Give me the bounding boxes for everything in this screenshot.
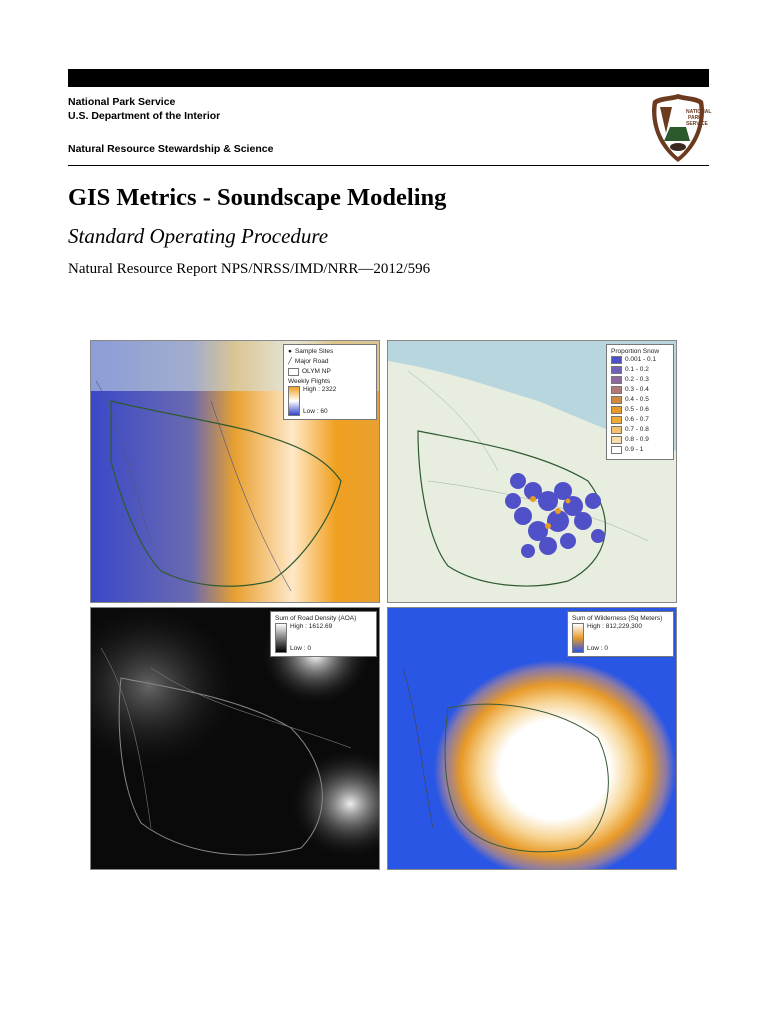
logo-text-3: SERVICE xyxy=(686,121,708,127)
legend-flights-low: Low : 60 xyxy=(303,408,328,415)
legend-swatch xyxy=(611,406,622,414)
legend-proportion-class xyxy=(611,356,669,364)
legend-class-label: 0.1 - 0.2 xyxy=(625,366,649,373)
legend-swatch xyxy=(611,356,622,364)
legend-major-road: Major Road xyxy=(294,358,329,365)
legend-flights-title: Weekly Flights xyxy=(288,378,331,385)
legend-swatch xyxy=(611,366,622,374)
map-proportion xyxy=(387,340,677,603)
legend-proportion-class xyxy=(611,366,669,374)
legend-swatch xyxy=(611,416,622,424)
map-wilderness xyxy=(387,607,677,870)
legend-proportion-title: Proportion Snow xyxy=(611,348,660,355)
legend-road-density-high: High : 1612.69 xyxy=(290,623,333,630)
agency-name: National Park Service xyxy=(68,96,176,108)
legend-proportion-class xyxy=(611,416,669,424)
sample-sites-icon: ● xyxy=(288,348,292,355)
legend-swatch xyxy=(611,376,622,384)
legend-class-label: 0.9 - 1 xyxy=(625,446,644,453)
proportion-legend xyxy=(606,344,674,460)
legend-class-label: 0.5 - 0.6 xyxy=(625,406,649,413)
flights-gradient-bar xyxy=(288,386,300,416)
legend-sample-sites: Sample Sites xyxy=(294,348,334,355)
header-rule xyxy=(68,165,709,166)
legend-class-label: 0.7 - 0.8 xyxy=(625,426,649,433)
legend-class-label: 0.4 - 0.5 xyxy=(625,396,649,403)
legend-swatch xyxy=(611,396,622,404)
park-boundary-icon xyxy=(288,368,299,376)
legend-proportion-class xyxy=(611,446,669,454)
legend-wilderness-title: Sum of Wilderness (Sq Meters) xyxy=(572,615,663,622)
legend-swatch xyxy=(611,386,622,394)
flights-legend xyxy=(283,344,377,420)
logo-text-1: NATIONAL xyxy=(686,109,712,115)
legend-proportion-class xyxy=(611,386,669,394)
legend-road-density-title: Sum of Road Density (AOA) xyxy=(275,615,357,622)
legend-flights-high: High : 2322 xyxy=(303,386,337,393)
nps-arrowhead-logo xyxy=(650,93,712,163)
department-name: U.S. Department of the Interior xyxy=(68,110,221,122)
legend-proportion-class xyxy=(611,426,669,434)
legend-road-density-low: Low : 0 xyxy=(290,645,311,652)
legend-class-label: 0.8 - 0.9 xyxy=(625,436,649,443)
legend-class-label: 0.3 - 0.4 xyxy=(625,386,649,393)
legend-proportion-class xyxy=(611,436,669,444)
wilderness-legend xyxy=(567,611,674,657)
legend-swatch xyxy=(611,446,622,454)
legend-class-label: 0.6 - 0.7 xyxy=(625,416,649,423)
legend-proportion-class xyxy=(611,396,669,404)
legend-wilderness-high: High : 812,229,300 xyxy=(587,623,642,630)
report-number: Natural Resource Report NPS/NRSS/IMD/NRR—2012/596 xyxy=(68,261,431,277)
legend-proportion-classes xyxy=(611,356,669,454)
road-density-legend xyxy=(270,611,377,657)
legend-park: OLYM NP xyxy=(302,368,331,375)
division-name: Natural Resource Stewardship & Science xyxy=(68,143,274,155)
road-line-icon: ╱ xyxy=(288,358,292,365)
legend-proportion-class xyxy=(611,376,669,384)
map-road-density xyxy=(90,607,380,870)
agency-block xyxy=(68,95,220,123)
report-title: GIS Metrics - Soundscape Modeling xyxy=(68,184,447,211)
legend-class-label: 0.001 - 0.1 xyxy=(625,356,657,363)
legend-proportion-class xyxy=(611,406,669,414)
legend-swatch xyxy=(611,426,622,434)
legend-wilderness-low: Low : 0 xyxy=(587,645,608,652)
logo-text-2: PARK xyxy=(688,115,702,121)
road-density-gradient-bar xyxy=(275,623,287,653)
map-weekly-flights xyxy=(90,340,380,603)
wilderness-gradient-bar xyxy=(572,623,584,653)
legend-class-label: 0.2 - 0.3 xyxy=(625,376,649,383)
report-subtitle: Standard Operating Procedure xyxy=(68,224,329,248)
header-black-bar xyxy=(68,69,709,87)
legend-swatch xyxy=(611,436,622,444)
